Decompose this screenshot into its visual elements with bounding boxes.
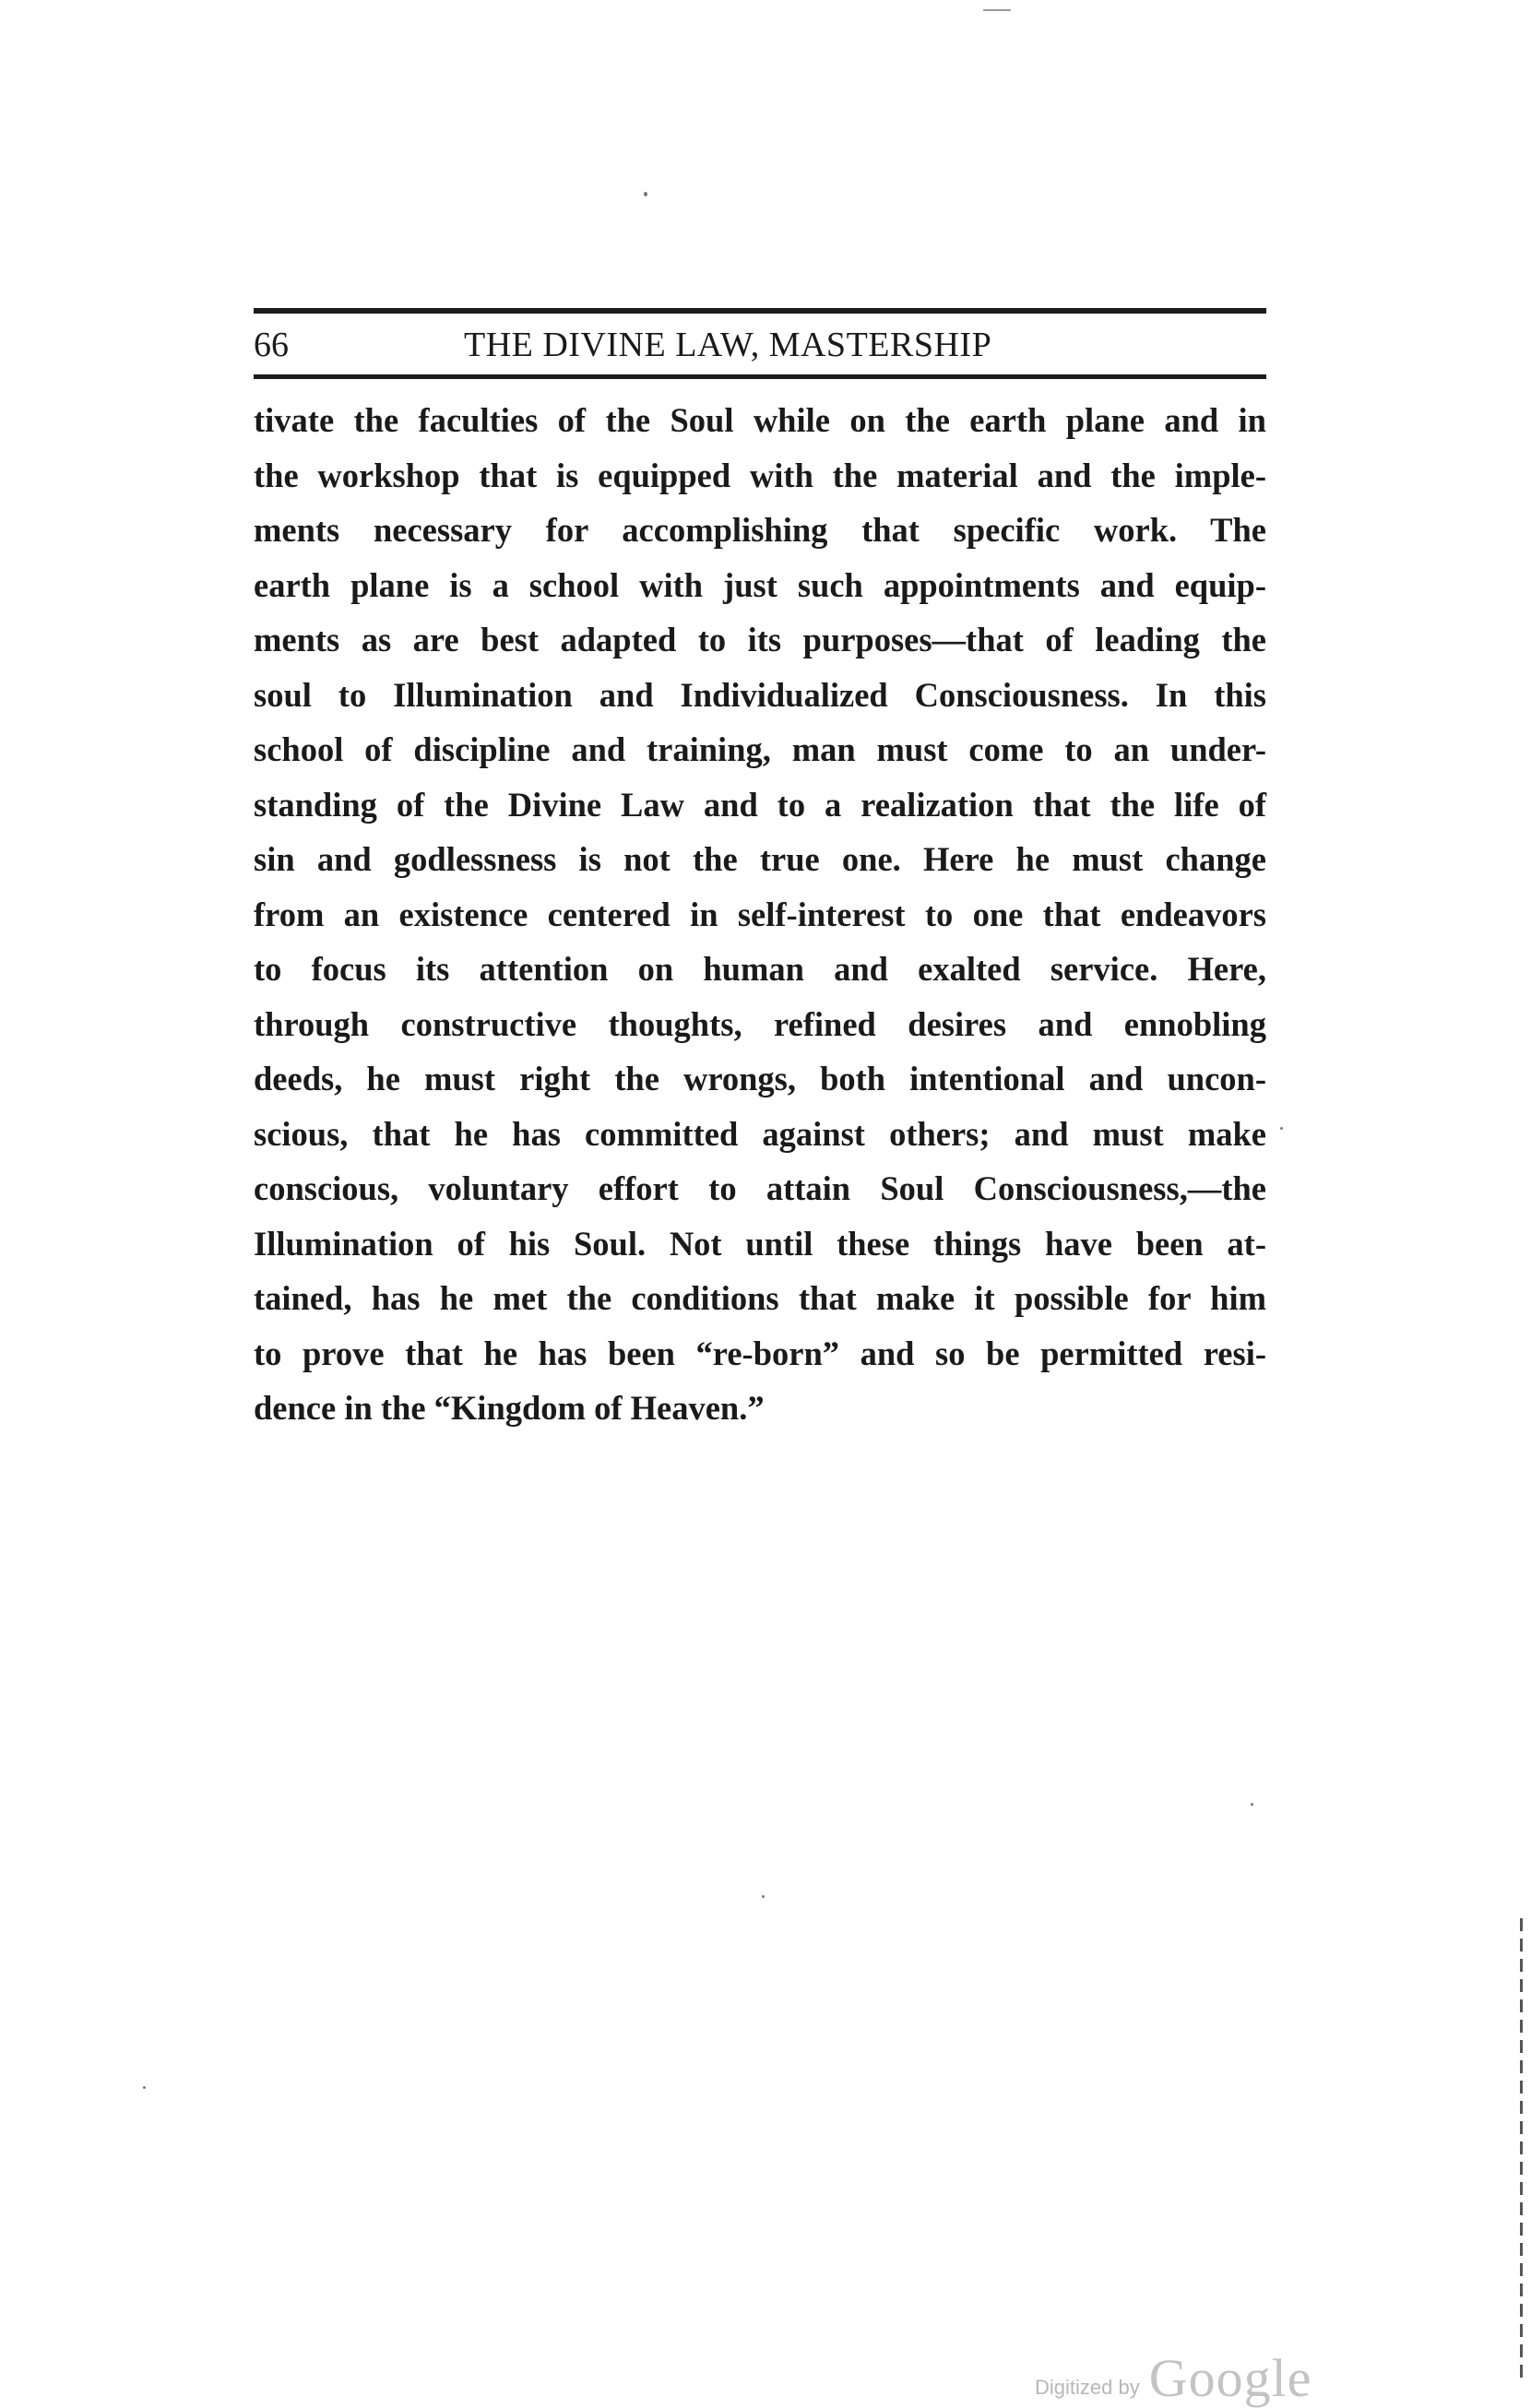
header-top-rule — [254, 308, 1266, 314]
body-paragraph — [254, 393, 1266, 1436]
text-line: ments as are best adapted to its purposes—that of leading the — [254, 621, 1266, 658]
scan-speck — [644, 192, 647, 196]
scan-speck — [762, 1895, 765, 1898]
watermark-prefix: Digitized by — [1035, 2376, 1140, 2399]
scan-speck — [1280, 1127, 1283, 1130]
text-line: sin and godlessness is not the true one. Here he must change — [254, 840, 1266, 878]
text-line: deeds, he must right the wrongs, both intentional and uncon- — [254, 1060, 1266, 1097]
text-line: tained, has he met the conditions that make it possible for him — [254, 1279, 1266, 1317]
text-line: scious, that he has committed against others; and must make — [254, 1114, 1266, 1153]
page-number: 66 — [254, 326, 289, 364]
running-header — [254, 321, 1266, 369]
watermark-brand: Google — [1148, 2348, 1312, 2408]
header-bottom-rule — [254, 374, 1266, 379]
scan-speck — [143, 2086, 146, 2089]
text-line: ments necessary for accomplishing that specific work. The — [254, 511, 1266, 549]
text-line: Illumination of his Soul. Not until these things have been at- — [254, 1224, 1266, 1263]
text-line: dence in the “Kingdom of Heaven.” — [254, 1389, 765, 1427]
text-line: conscious, voluntary effort to attain Soul Consciousness,—the — [254, 1169, 1266, 1207]
text-line: from an existence centered in self-interest to one that endeavors — [254, 895, 1266, 933]
text-line: through constructive thoughts, refined desires and ennobling — [254, 1004, 1266, 1043]
scan-speck — [1251, 1803, 1253, 1806]
text-line: standing of the Divine Law and to a realization that the life of — [254, 785, 1266, 824]
running-title: THE DIVINE LAW, MASTERSHIP — [464, 326, 992, 364]
text-line: to focus its attention on human and exalted service. Here, — [254, 950, 1266, 988]
text-line: soul to Illumination and Individualized Consciousness. In this — [254, 675, 1266, 714]
text-line: tivate the faculties of the Soul while on the earth plane and in — [254, 401, 1266, 439]
text-line: earth plane is a school with just such appointments and equip- — [254, 565, 1266, 604]
text-line: school of discipline and training, man must come to an under- — [254, 730, 1266, 768]
scan-speck — [983, 9, 1011, 11]
digitized-watermark — [1035, 2348, 1312, 2408]
text-line: the workshop that is equipped with the material and the imple- — [254, 456, 1266, 494]
scan-edge-shadow — [1520, 1918, 1523, 2379]
text-line: to prove that he has been “re-born” and so be permitted resi- — [254, 1334, 1266, 1372]
